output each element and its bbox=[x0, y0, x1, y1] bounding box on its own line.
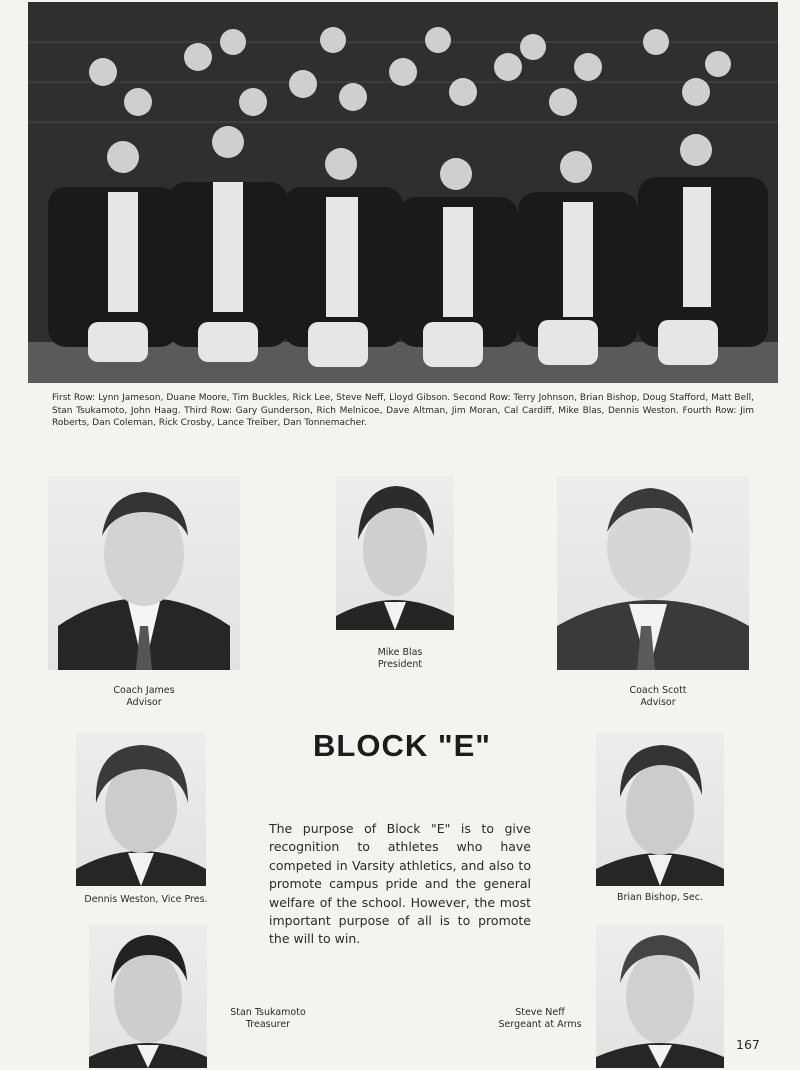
stan-tsukamoto-portrait bbox=[89, 925, 207, 1068]
brian-bishop-portrait bbox=[596, 733, 724, 886]
group-photo-caption: First Row: Lynn Jameson, Duane Moore, Tim Buckles, Rick Lee, Steve Neff, Lloyd Gibson. Second Row: Terry Johnson, Brian Bishop, Doug Stafford, Matt Bell, Stan Tsukamoto, John Haag. Third Row: Gary Gunderson, Rich Melnicoe, Dave Altman, Jim Moran, Cal Cardiff, Mike Blas, Dennis Weston. Fourth Row: Jim Roberts, Dan Coleman, Rick Crosby, Lance Treiber, Dan Tonnemacher. bbox=[52, 393, 754, 428]
coach-scott-name: Coach Scott bbox=[629, 685, 687, 696]
mike-blas-label bbox=[336, 647, 464, 671]
stan-tsukamoto-role: Treasurer bbox=[245, 1019, 291, 1030]
brian-bishop-name: Brian Bishop, Sec. bbox=[616, 892, 704, 903]
coach-james-name: Coach James bbox=[113, 685, 175, 696]
mike-blas-role: President bbox=[377, 659, 423, 670]
coach-scott-role: Advisor bbox=[640, 697, 676, 708]
stan-tsukamoto-name: Stan Tsukamoto bbox=[230, 1007, 306, 1018]
mike-blas-name: Mike Blas bbox=[377, 647, 423, 658]
coach-scott-portrait bbox=[557, 476, 749, 670]
steve-neff-name: Steve Neff bbox=[515, 1007, 565, 1018]
coach-scott-label bbox=[557, 685, 759, 709]
page-title: BLOCK "E" bbox=[313, 728, 491, 763]
group-photo bbox=[28, 2, 778, 383]
coach-james-portrait bbox=[48, 476, 240, 670]
coach-james-label bbox=[48, 685, 240, 709]
steve-neff-label bbox=[470, 1007, 610, 1031]
steve-neff-role: Sergeant at Arms bbox=[498, 1019, 582, 1030]
purpose-paragraph: The purpose of Block "E" is to give recognition to athletes who have competed in Varsity athletics, and also to promote campus pride and the general welfare of the school. However, the most important purpose of all is to promote the will to win. bbox=[269, 821, 531, 947]
dennis-weston-portrait bbox=[76, 733, 206, 886]
page-number: 167 bbox=[736, 1037, 760, 1052]
mike-blas-portrait bbox=[336, 476, 454, 630]
stan-tsukamoto-label bbox=[218, 1007, 318, 1031]
dennis-weston-name: Dennis Weston, Vice Pres. bbox=[84, 894, 208, 905]
steve-neff-portrait bbox=[596, 925, 724, 1068]
coach-james-role: Advisor bbox=[126, 697, 162, 708]
